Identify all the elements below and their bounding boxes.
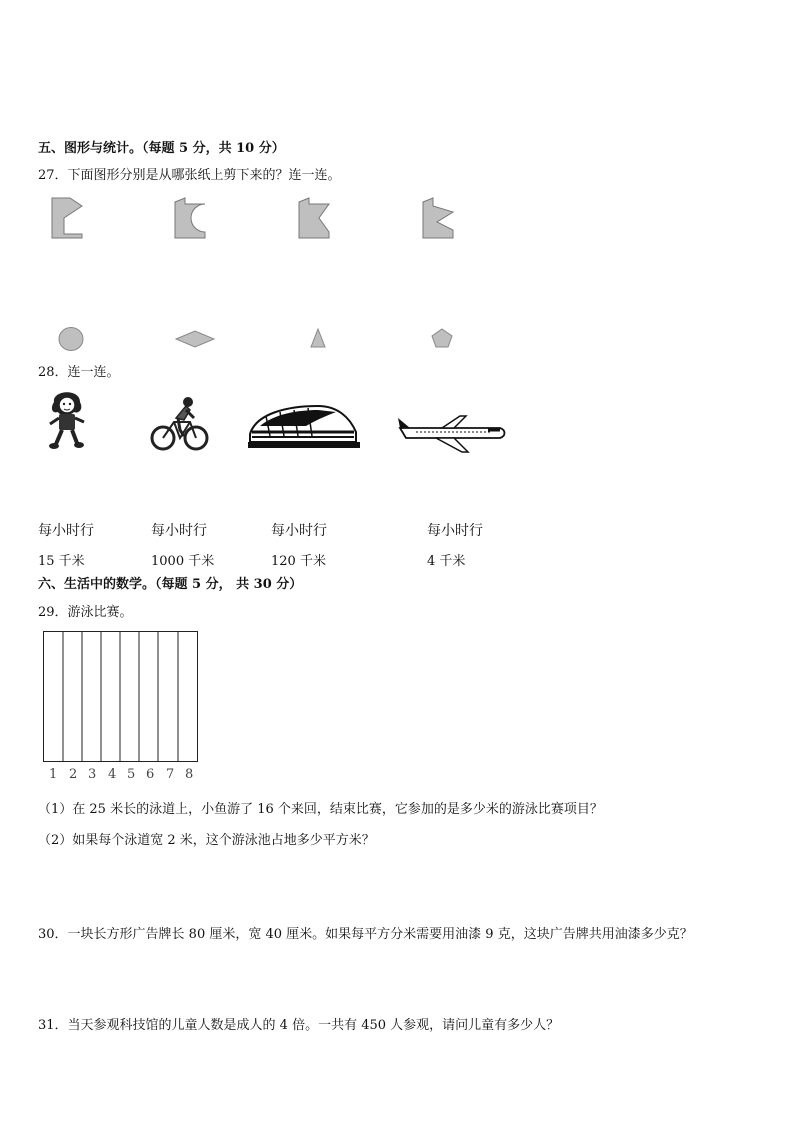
speed-value: 15 千米: [38, 554, 85, 569]
speed-label: 每小时行: [271, 523, 327, 539]
speed-value: 4 千米: [427, 554, 466, 569]
lane-number: 5: [127, 767, 136, 782]
speed-value: 1000 千米: [151, 554, 215, 569]
question-27: 27．下面图形分别是从哪张纸上剪下来的？连一连。: [38, 168, 341, 183]
swimming-pool: [43, 631, 199, 763]
speed-label: 每小时行: [427, 523, 483, 539]
lane-number: 1: [49, 767, 58, 782]
question-31: 31．当天参观科技馆的儿童人数是成人的 4 倍。一共有 450 人参观，请问儿童有多少人？: [38, 1018, 560, 1033]
speed-label: 每小时行: [151, 523, 207, 539]
folded-paper-icon: [50, 196, 86, 240]
question-29-2: （2）如果每个泳道宽 2 米，这个游泳池占地多少平方米？: [38, 833, 375, 848]
speed-value: 120 千米: [271, 554, 326, 569]
folded-paper-icon: [297, 196, 333, 240]
airplane-icon: [396, 410, 508, 454]
section-heading: 五、图形与统计。（每题 5 分，共 10 分）: [38, 141, 285, 156]
question-30: 30．一块长方形广告牌长 80 厘米，宽 40 厘米。如果每平方分米需要用油漆 9 克，这块广告牌共用油漆多少克？: [38, 927, 693, 942]
lane-number: 8: [185, 767, 194, 782]
folded-paper-icon: [421, 196, 457, 240]
lane-number: 3: [88, 767, 97, 782]
folded-paper-icon: [173, 196, 211, 240]
cyclist-icon: [150, 394, 210, 454]
question-29-1: （1）在 25 米长的泳道上，小鱼游了 16 个来回，结束比赛，它参加的是多少米的游泳比赛项目？: [38, 802, 603, 817]
circle-shape: [58, 326, 84, 352]
question-28: 28．连一连。: [38, 365, 120, 380]
lane-number: 4: [108, 767, 117, 782]
lane-number: 2: [69, 767, 78, 782]
lane-number: 6: [146, 767, 155, 782]
section-heading: 六、生活中的数学。（每题 5 分， 共 30 分）: [38, 577, 303, 592]
triangle-shape: [310, 328, 326, 348]
question-29: 29．游泳比赛。: [38, 605, 133, 620]
bullet-train-icon: [246, 402, 360, 450]
girl-walking-icon: [44, 388, 90, 452]
speed-label: 每小时行: [38, 523, 94, 539]
rhombus-shape: [175, 330, 215, 348]
lane-number: 7: [166, 767, 175, 782]
pentagon-shape: [431, 328, 453, 348]
